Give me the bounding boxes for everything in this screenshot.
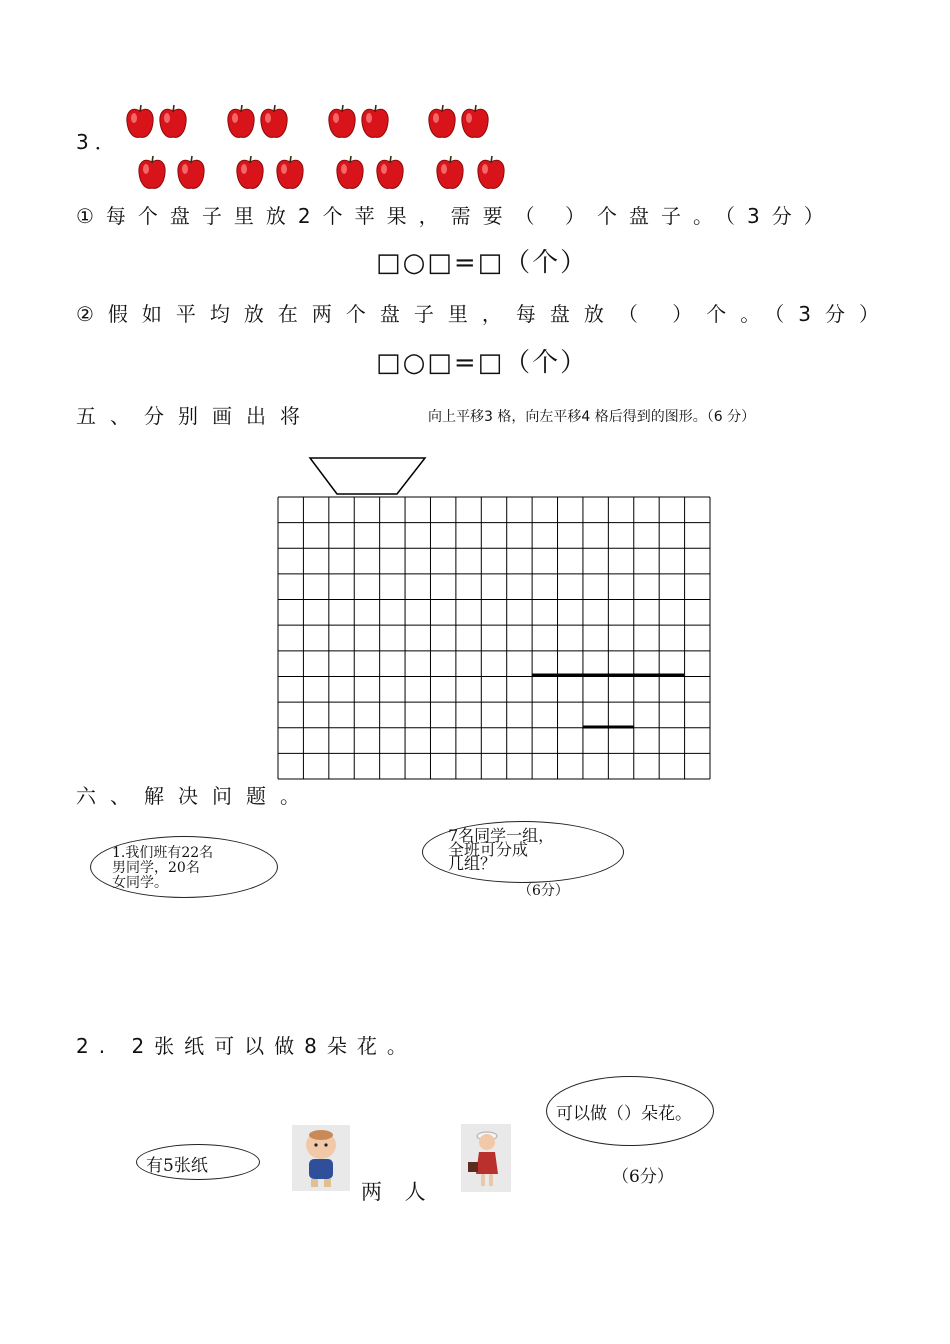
problem-1-bubble-left-text — [112, 846, 213, 891]
problem-2-bubble-left-text: 有5张纸 — [146, 1156, 208, 1176]
problem-1-score: （6分） — [518, 883, 569, 899]
question-3-part-1: ①每个盘子里放2个苹果，需要（ ）个盘子。（3分） — [76, 204, 836, 228]
boy-figure-icon — [292, 1125, 350, 1191]
question-3-part-2: ②假如平均放在两个盘子里，每盘放（ ）个。（3分） — [76, 302, 894, 326]
bubble-line: 女同学。 — [112, 875, 168, 891]
section-6-title: 六、解决问题。 — [76, 784, 314, 808]
equation-2: □○□=□（个） — [376, 348, 589, 378]
problem-1-bubble-right-text — [448, 826, 555, 873]
grid-lines — [278, 497, 710, 779]
problem-2-bubble-right-text: 可以做（）朵花。 — [556, 1104, 692, 1124]
girl-figure-icon — [461, 1124, 511, 1192]
girl-figure-drawing — [461, 1124, 511, 1192]
bubble-line: 几组？ — [448, 854, 497, 873]
trapezoid-shape — [310, 458, 425, 494]
bubble-line: 7名同学一组， — [448, 826, 555, 845]
equation-1: □○□=□（个） — [376, 248, 589, 278]
bubble-line: 1.我们班有22名 — [112, 845, 214, 861]
section-5-title: 五、分别画出将 — [76, 404, 314, 428]
problem-2-title: 2. 2张纸可以做8朵花。 — [76, 1034, 417, 1058]
bubble-line: 全班可分成 — [448, 840, 529, 859]
bubble-line: 男同学，20名 — [112, 860, 200, 876]
problem-2-score: （6分） — [612, 1167, 674, 1187]
question-3-number: 3． — [76, 130, 121, 154]
people-label: 两 人 — [361, 1180, 434, 1204]
boy-figure-drawing — [292, 1125, 350, 1191]
section-5-instruction: 向上平移3 格，向左平移4 格后得到的图形。（6 分） — [428, 409, 756, 425]
